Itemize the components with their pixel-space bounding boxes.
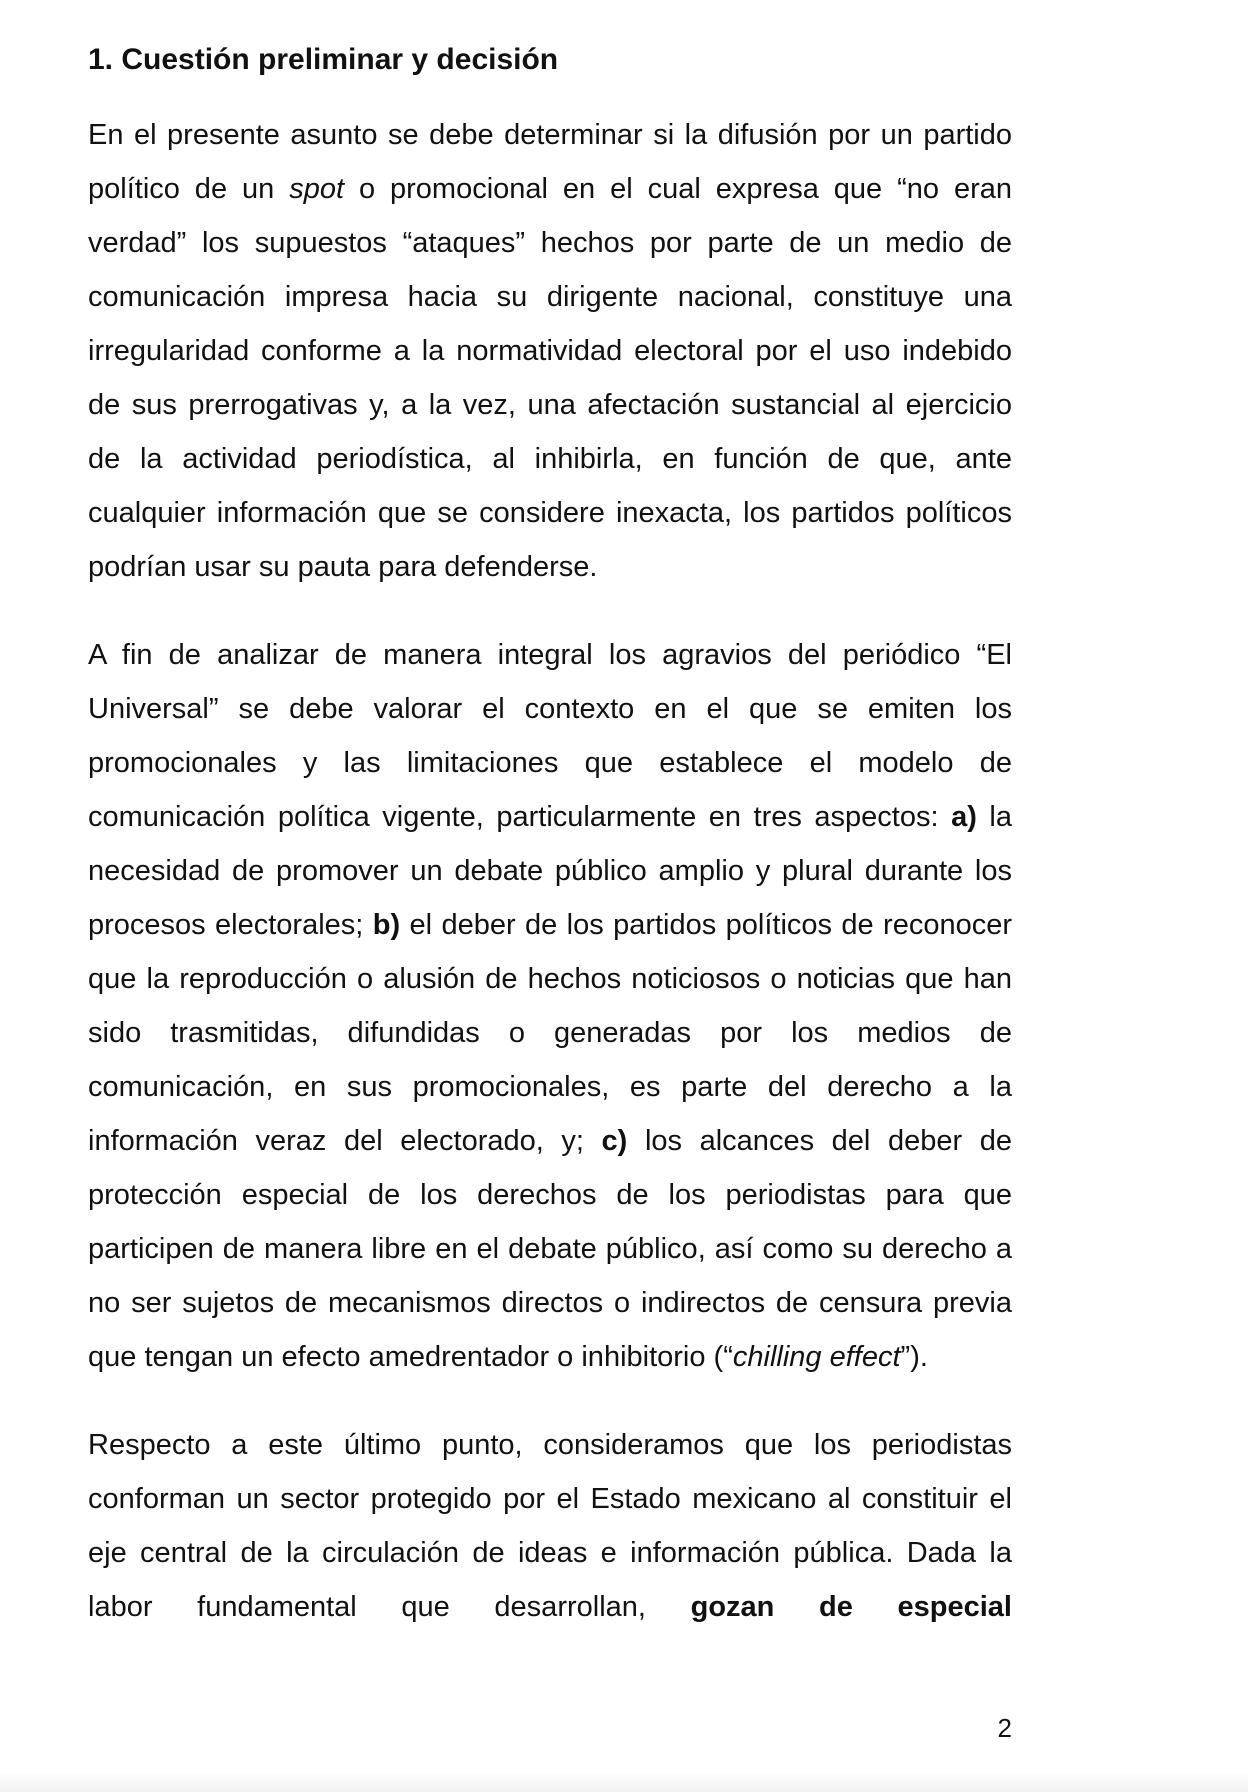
page-bottom-edge [0, 1772, 1248, 1792]
document-page [88, 38, 1012, 1634]
italic-spot: spot [289, 173, 345, 205]
paragraph-2 [88, 628, 1012, 1384]
paragraph-2-text-4: los alcances del deber de protección especial de los derechos de los periodistas para que participen de manera libre en el debate público, así como su derecho a no ser sujetos de mecanismos directos o indirectos de censura previa que tengan un efecto amedrentador o inhibitorio (“ [88, 1125, 1012, 1373]
paragraph-2-text-3: el deber de los partidos políticos de reconocer que la reproducción o alusión de hechos noticiosos o noticias que han sido trasmitidas, difundidas o generadas por los medios de comunicación, en sus promocionales, es parte del derecho a la información veraz del electorado, y; [88, 909, 1012, 1157]
list-marker-c: c) [601, 1125, 628, 1157]
paragraph-1 [88, 108, 1012, 594]
paragraph-3-text-1: Respecto a este último punto, consideramos que los periodistas conforman un sector protegido por el Estado mexicano al constituir el eje central de la circulación de ideas e información pública. Dada la labor fundamental que desarrollan, [88, 1429, 1012, 1623]
paragraph-2-text-5: ”). [900, 1341, 928, 1373]
paragraph-1-text-1: En el presente asunto se debe determinar si la difusión por un partido político de un [88, 119, 1012, 205]
paragraph-2-text-1: A fin de analizar de manera integral los agravios del periódico “El Universal” se debe valorar el contexto en el que se emiten los promocionales y las limitaciones que establece el modelo de comunicación política vigente, particularmente en tres aspectos: [88, 639, 1012, 833]
italic-chilling-effect: chilling effect [732, 1341, 901, 1373]
list-marker-b: b) [372, 909, 401, 941]
page-number: 2 [997, 1713, 1012, 1743]
paragraph-2-text-2: la necesidad de promover un debate público amplio y plural durante los procesos electorales; [88, 801, 1012, 941]
paragraph-3-bold-text: gozan de especial [690, 1591, 1012, 1623]
paragraph-3 [88, 1418, 1012, 1634]
section-heading: 1. Cuestión preliminar y decisión [88, 43, 559, 76]
paragraph-1-text-2: o promocional en el cual expresa que “no eran verdad” los supuestos “ataques” hechos por parte de un medio de comunicación impresa hacia su dirigente nacional, constituye una irregularidad conforme a la normatividad electoral por el uso indebido de sus prerrogativas y, a la vez, una afectación sustancial al ejercicio de la actividad periodística, al inhibirla, en función de que, ante cualquier información que se considere inexacta, los partidos políticos podrían usar su pauta para defenderse. [88, 173, 1012, 583]
list-marker-a: a) [951, 801, 977, 833]
